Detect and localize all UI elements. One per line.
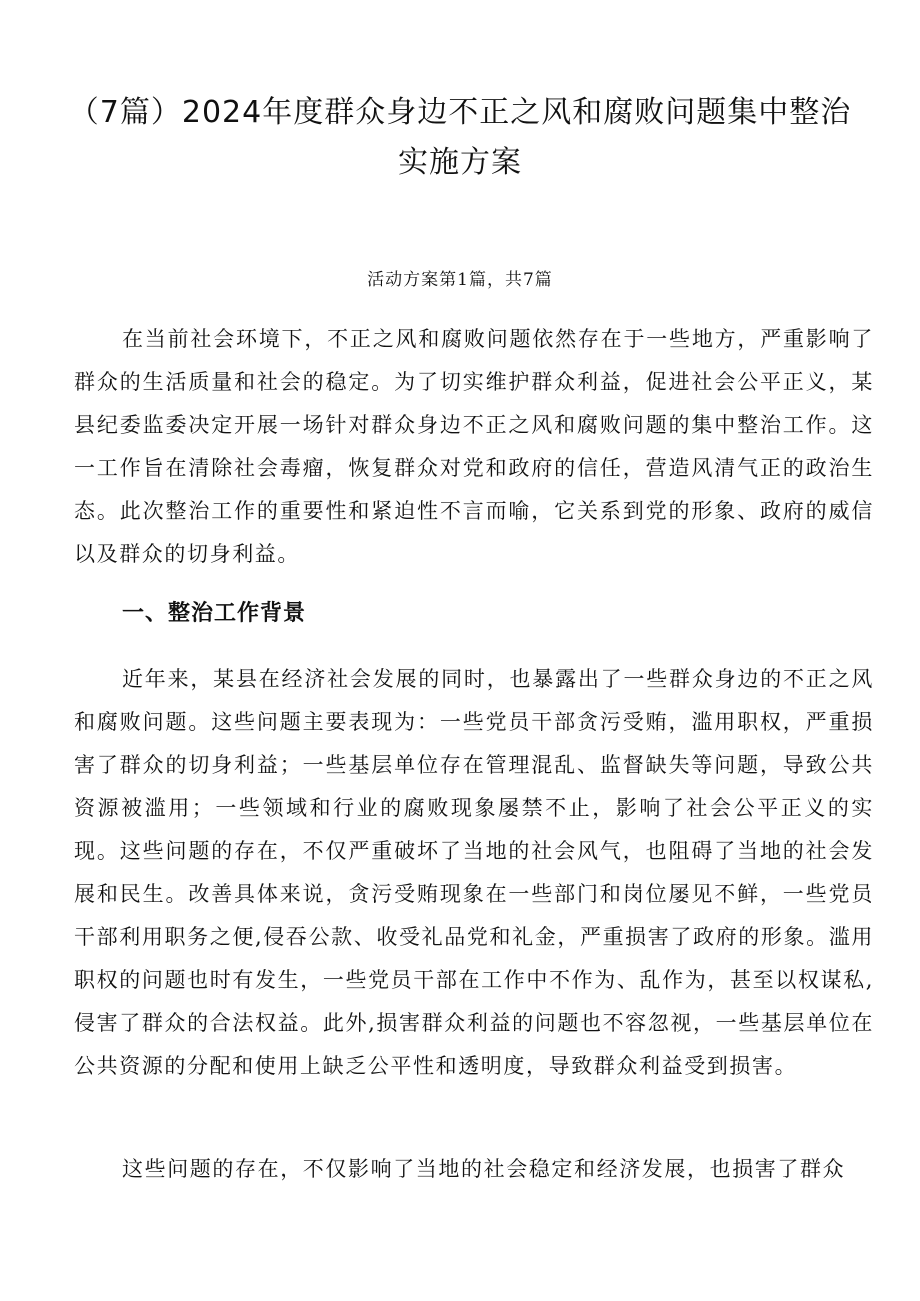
section-paragraph: 近年来，某县在经济社会发展的同时，也暴露出了一些群众身边的不正之风和腐败问题。这些问题主要表现为：一些党员干部贪污受贿，滥用职权，严重损害了群众的切身利益；一些基层单位存在管理混乱、监督缺失等问题，导致公共资源被滥用；一些领域和行业的腐败现象屡禁不止，影响了社会公平正义的实现。这些问题的存在，不仅严重破坏了当地的社会风气，也阻碍了当地的社会发展和民生。改善具体来说，贪污受贿现象在一些部门和岗位屡见不鲜，一些党员干部利用职务之便,侵吞公款、收受礼品党和礼金，严重损害了政府的形象。滥用职权的问题也时有发生，一些党员干部在工作中不作为、乱作为，甚至以权谋私,侵害了群众的合法权益。此外,损害群众利益的问题也不容忽视，一些基层单位在公共资源的分配和使用上缺乏公平性和透明度，导致群众利益受到损害。 <box>74 667 874 1078</box>
document-title: （7篇）2024年度群众身边不正之风和腐败问题集中整治实施方案 <box>68 95 852 180</box>
document-subtitle: 活动方案第1篇，共7篇 <box>367 270 553 290</box>
section-heading-background: 一、整治工作背景 <box>122 600 307 626</box>
section-paragraph-continued: 这些问题的存在，不仅影响了当地的社会稳定和经济发展，也损害了群众 <box>122 1157 846 1181</box>
intro-paragraph: 在当前社会环境下，不正之风和腐败问题依然存在于一些地方，严重影响了群众的生活质量和社会的稳定。为了切实维护群众利益，促进社会公平正义，某县纪委监委决定开展一场针对群众身边不正之风和腐败问题的集中整治工作。这一工作旨在清除社会毒瘤，恢复群众对党和政府的信任，营造风清气正的政治生态。此次整治工作的重要性和紧迫性不言而喻，它关系到党的形象、政府的威信以及群众的切身利益。 <box>74 327 874 566</box>
